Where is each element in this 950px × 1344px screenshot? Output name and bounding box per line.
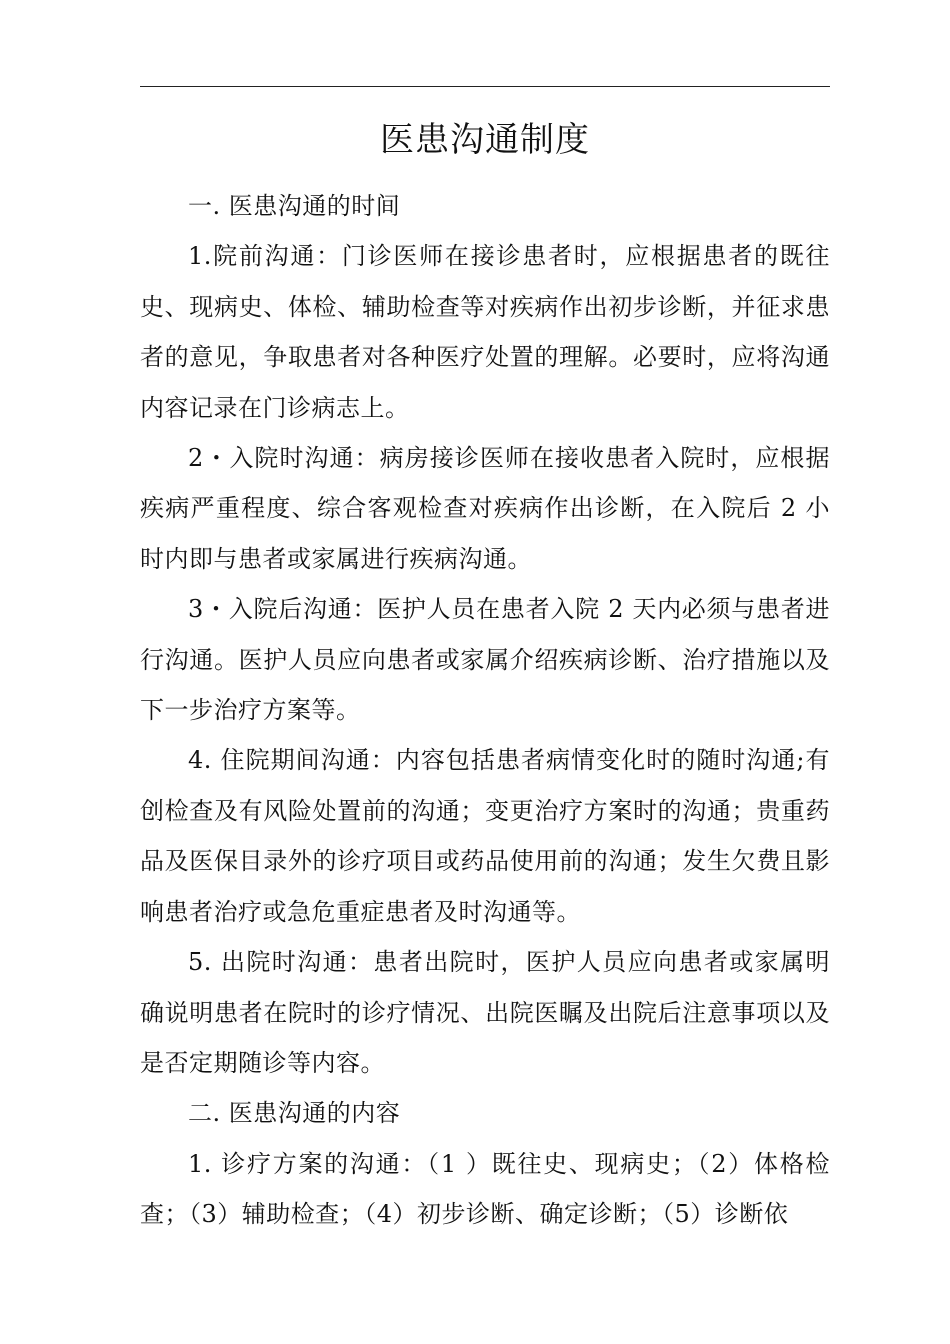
- header-rule: [140, 86, 830, 87]
- document-title: 医患沟通制度: [380, 120, 590, 160]
- paragraph-pre-hospital: 1.院前沟通：门诊医师在接诊患者时，应根据患者的既往史、现病史、体检、辅助检查等对疾病作出初步诊断，并征求患者的意见，争取患者对各种医疗处置的理解。必要时，应将沟通内容记录在门诊病志上。: [140, 242, 830, 422]
- document-body: [140, 181, 830, 1240]
- paragraph-treatment-plan: 1. 诊疗方案的沟通：（1 ）既往史、现病史；（2）体格检查；（3）辅助检查；（4）初步诊断、确定诊断；（5）诊断依: [140, 1149, 830, 1229]
- paragraph-admission: 2・入院时沟通：病房接诊医师在接收患者入院时，应根据疾病严重程度、综合客观检查对疾病作出诊断，在入院后 2 小时内即与患者或家属进行疾病沟通。: [140, 444, 830, 573]
- paragraph-during-stay: 4. 住院期间沟通：内容包括患者病情变化时的随时沟通;有创检查及有风险处置前的沟通；变更治疗方案时的沟通；贵重药品及医保目录外的诊疗项目或药品使用前的沟通；发生欠费且影响患者治疗或急危重症患者及时沟通等。: [140, 746, 830, 926]
- section-heading-content: 二. 医患沟通的内容: [188, 1099, 401, 1128]
- section-heading-time: 一. 医患沟通的时间: [188, 192, 401, 220]
- paragraph-after-admission: 3・入院后沟通：医护人员在患者入院 2 天内必须与患者进行沟通。医护人员应向患者或家属介绍疾病诊断、治疗措施以及下一步治疗方案等。: [140, 595, 830, 725]
- paragraph-discharge: 5. 出院时沟通：患者出院时，医护人员应向患者或家属明确说明患者在院时的诊疗情况、出院医瞩及出院后注意事项以及是否定期随诊等内容。: [140, 948, 830, 1077]
